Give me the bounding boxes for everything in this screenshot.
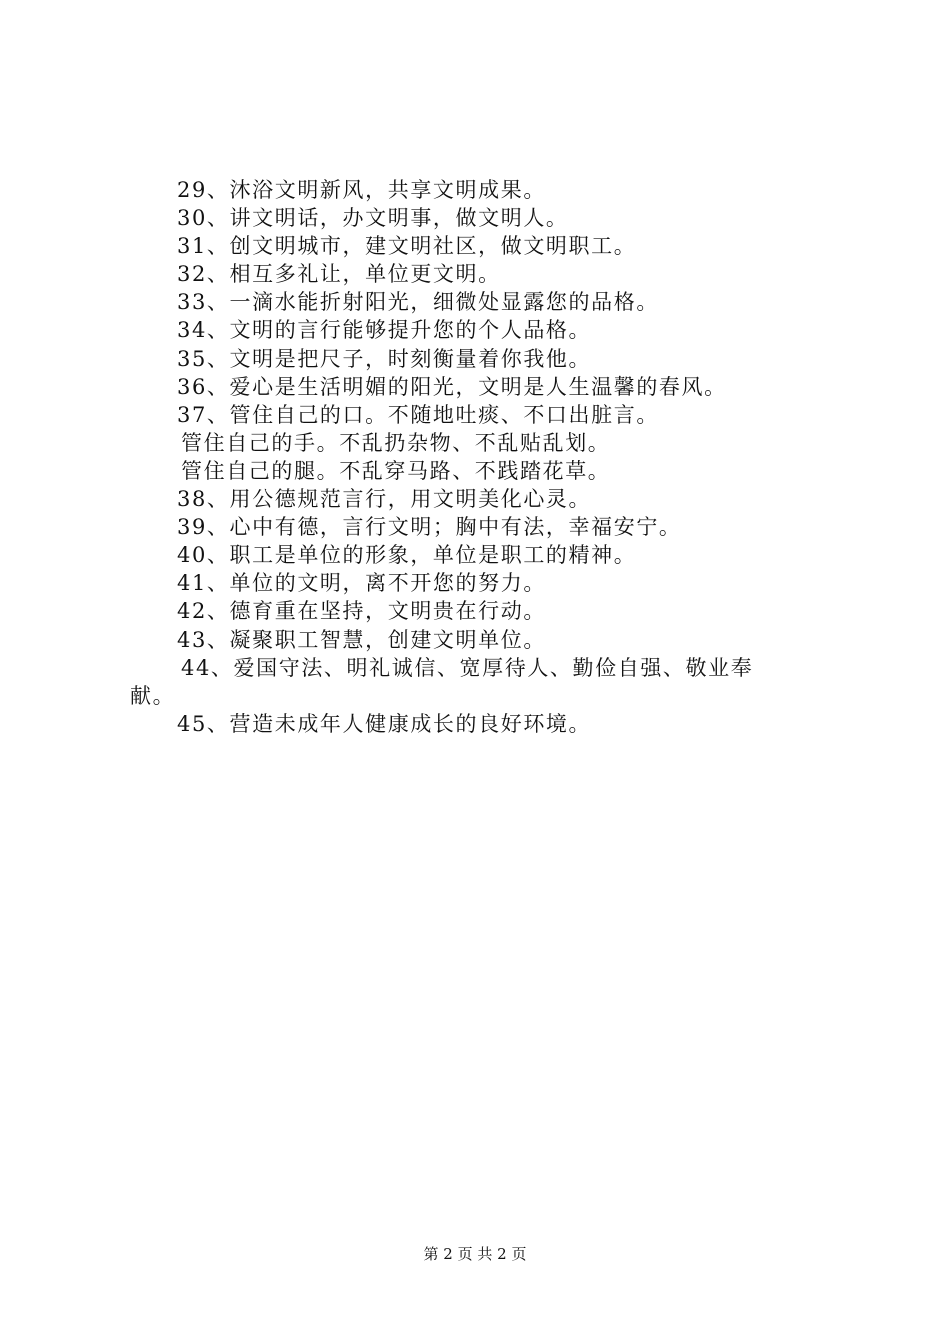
page-number-footer: 第 2 页 共 2 页 xyxy=(423,1245,527,1263)
document-body xyxy=(130,176,840,738)
text-line-35: 35、文明是把尺子，时刻衡量着你我他。 xyxy=(177,346,592,371)
text-line-40: 40、职工是单位的形象，单位是职工的精神。 xyxy=(177,543,637,568)
text-line-39: 39、心中有德，言行文明；胸中有法，幸福安宁。 xyxy=(177,515,682,540)
text-line-33: 33、一滴水能折射阳光，细微处显露您的品格。 xyxy=(177,290,659,315)
text-line-37: 37、管住自己的口。不随地吐痰、不口出脏言。 xyxy=(177,402,659,427)
text-line-45: 45、营造未成年人健康成长的良好环境。 xyxy=(177,711,592,736)
text-line-44: 44、爱国守法、明礼诚信、宽厚待人、勤俭自强、敬业奉 xyxy=(181,655,754,680)
text-line-43: 43、凝聚职工智慧，创建文明单位。 xyxy=(177,627,546,652)
text-line-36: 36、爱心是生活明媚的阳光，文明是人生温馨的春风。 xyxy=(177,374,727,399)
text-line-44-wrap: 献。 xyxy=(130,683,176,708)
text-line-37-cont-2: 管住自己的腿。不乱穿马路、不践踏花草。 xyxy=(181,458,611,483)
text-line-31: 31、创文明城市，建文明社区，做文明职工。 xyxy=(177,234,637,259)
text-line-30: 30、讲文明话，办文明事，做文明人。 xyxy=(177,206,569,231)
text-line-37-cont-1: 管住自己的手。不乱扔杂物、不乱贴乱划。 xyxy=(181,430,611,455)
text-line-42: 42、德育重在坚持，文明贵在行动。 xyxy=(177,599,546,624)
text-line-29: 29、沐浴文明新风，共享文明成果。 xyxy=(177,178,546,202)
text-line-38: 38、用公德规范言行，用文明美化心灵。 xyxy=(177,487,592,512)
text-line-41: 41、单位的文明，离不开您的努力。 xyxy=(177,571,546,596)
text-line-32: 32、相互多礼让，单位更文明。 xyxy=(177,262,501,287)
text-line-34: 34、文明的言行能够提升您的个人品格。 xyxy=(177,318,592,343)
